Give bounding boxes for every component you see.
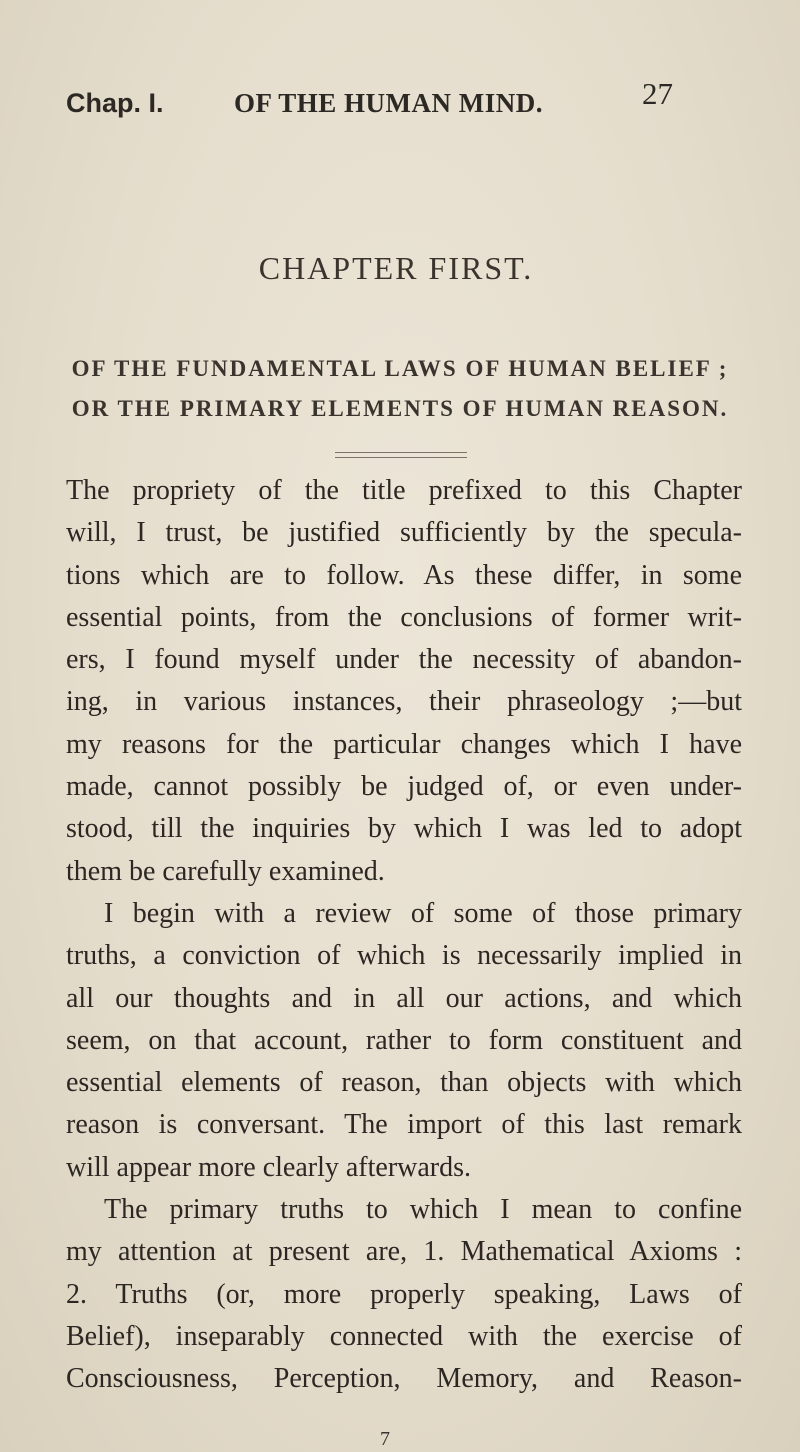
- running-head-chapter: Chap. I.: [66, 88, 164, 118]
- chapter-title: [0, 250, 800, 287]
- body-line: my attention at present are, 1. Mathematical Axioms :: [66, 1236, 742, 1268]
- body-line: tions which are to follow. As these differ, in some: [66, 559, 742, 591]
- body-line: I begin with a review of some of those primary: [104, 897, 742, 929]
- body-line: Belief), inseparably connected with the exercise of: [66, 1320, 742, 1352]
- body-line: The primary truths to which I mean to confine: [104, 1194, 742, 1226]
- body-line: 2. Truths (or, more properly speaking, Laws of: [66, 1278, 742, 1310]
- chapter-subtitle-line-1: OF THE FUNDAMENTAL LAWS OF HUMAN BELIEF ;: [71, 356, 729, 381]
- body-line: stood, till the inquiries by which I was led to adopt: [66, 813, 742, 845]
- body-line: will appear more clearly afterwards.: [66, 1151, 472, 1183]
- running-head: [66, 72, 706, 122]
- body-line: The propriety of the title prefixed to this Chapter: [66, 475, 742, 506]
- body-line: all our thoughts and in all our actions, and which: [66, 982, 742, 1014]
- page-number: 27: [642, 76, 673, 111]
- chapter-title-text: CHAPTER FIRST.: [258, 250, 534, 286]
- body-line: will, I trust, be justified sufficiently by the specula-: [66, 517, 742, 549]
- body-line: them be carefully examined.: [66, 855, 385, 887]
- body-line: ers, I found myself under the necessity of abandon-: [66, 644, 742, 676]
- body-line: Consciousness, Perception, Memory, and Reason-: [66, 1363, 742, 1395]
- body-line: made, cannot possibly be judged of, or even under-: [66, 771, 742, 803]
- body-line: essential points, from the conclusions of former writ-: [66, 601, 742, 633]
- body-line: reason is conversant. The import of this last remark: [66, 1109, 742, 1141]
- body-line: my reasons for the particular changes which I have: [66, 728, 742, 760]
- body-line: essential elements of reason, than objects with which: [66, 1067, 742, 1099]
- body-line: truths, a conviction of which is necessarily implied in: [66, 940, 742, 972]
- signature-mark: 7: [380, 1428, 390, 1450]
- body-line: seem, on that account, rather to form constituent and: [66, 1024, 742, 1056]
- decorative-rule: [335, 452, 467, 458]
- chapter-subtitle-line-2: OR THE PRIMARY ELEMENTS OF HUMAN REASON.: [71, 396, 729, 421]
- body-line: ing, in various instances, their phraseology ;—but: [66, 686, 742, 718]
- body-text: [66, 470, 742, 1401]
- running-head-title: OF THE HUMAN MIND.: [234, 88, 543, 118]
